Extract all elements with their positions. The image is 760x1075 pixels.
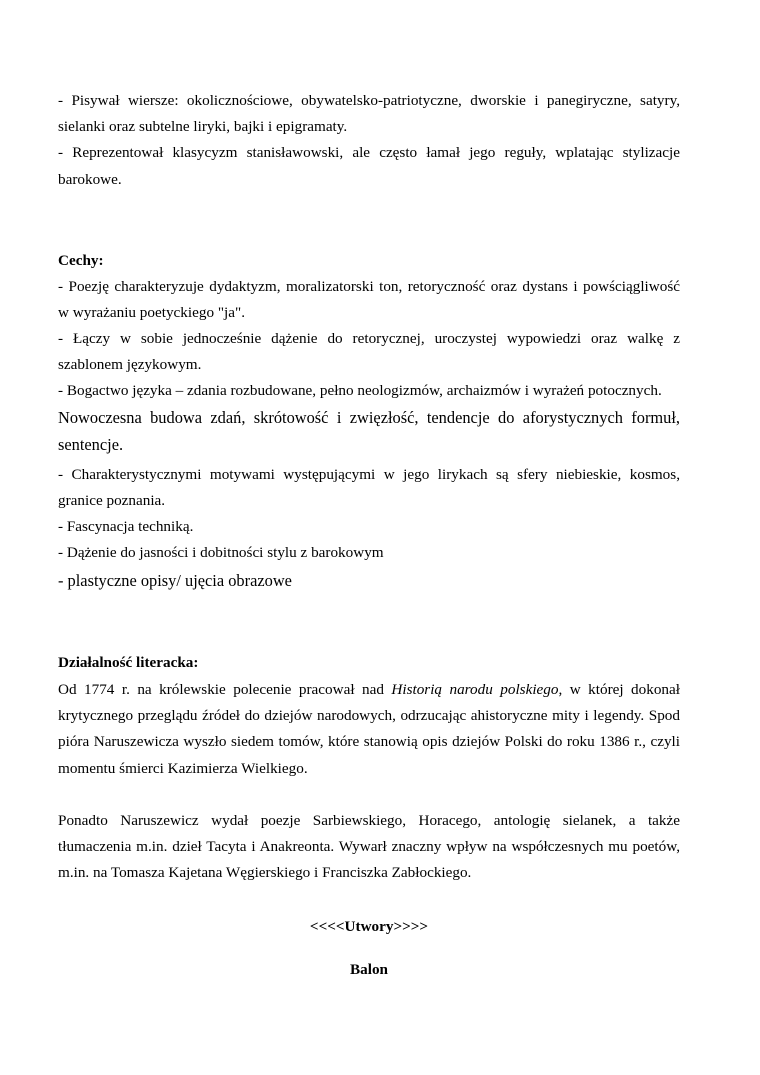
book-title: Historią narodu polskiego (391, 681, 559, 698)
paragraph-line (58, 677, 680, 703)
paragraph-line: barokowe. (58, 171, 122, 188)
paragraph-line: - plastyczne opisy/ ujęcia obrazowe (58, 571, 292, 590)
paragraph-line: m.in. na Tomasza Kajetana Węgierskiego i Franciszka Zabłockiego. (58, 864, 472, 881)
paragraph-line: pióra Naruszewicza wyszło siedem tomów, które stanowią opis dziejów Polski do roku 1386 r., czyli (58, 733, 680, 750)
paragraph-line: tłumaczenia m.in. dzieł Tacyta i Anakreonta. Wywarł znaczny wpływ na współczesnych mu poetów, (58, 838, 680, 855)
paragraph-line: momentu śmierci Kazimierza Wielkiego. (58, 760, 308, 777)
line-text: , w której dokonał (558, 681, 680, 698)
paragraph-line: krytycznego przeglądu źródeł do dziejów narodowych, odrzucając ahistoryczne mity i legendy. Spod (58, 707, 680, 724)
work-title: Balon (350, 961, 388, 978)
paragraph-line: - Bogactwo języka – zdania rozbudowane, pełno neologizmów, archaizmów i wyrażeń potocznych. (58, 382, 662, 399)
paragraph-line: - Charakterystycznymi motywami występującymi w jego lirykach są sfery niebieskie, kosmos, (58, 466, 680, 483)
paragraph-line: - Dążenie do jasności i dobitności stylu z barokowym (58, 544, 384, 561)
section-heading-works: <<<<Utwory>>>> (309, 918, 429, 935)
paragraph-line: - Fascynacja techniką. (58, 518, 194, 535)
paragraph-line: - Łączy w sobie jednocześnie dążenie do retorycznej, uroczystej wypowiedzi oraz walkę z (58, 330, 680, 347)
paragraph-line: sentencje. (58, 435, 124, 454)
paragraph-line: - Reprezentował klasycyzm stanisławowski, ale często łamał jego reguły, wplatając stylizacje (58, 144, 680, 161)
paragraph-line: sielanki oraz subtelne liryki, bajki i epigramaty. (58, 118, 348, 135)
paragraph-line: w wyrażaniu poetyckiego "ja". (58, 304, 245, 321)
paragraph-line: szablonem językowym. (58, 356, 202, 373)
paragraph-line: granice poznania. (58, 492, 166, 509)
paragraph-line: - Poezję charakteryzuje dydaktyzm, moralizatorski ton, retoryczność oraz dystans i powściągliwość (58, 278, 680, 295)
section-heading-features: Cechy: (58, 252, 104, 269)
section-heading-literary-activity: Działalność literacka: (58, 654, 199, 671)
line-text: Od 1774 r. na królewskie polecenie pracował nad (58, 681, 392, 698)
paragraph-line: - Pisywał wiersze: okolicznościowe, obywatelsko-patriotyczne, dworskie i panegiryczne, satyry, (58, 92, 680, 109)
paragraph-line: Nowoczesna budowa zdań, skrótowość i zwięzłość, tendencje do aforystycznych formuł, (58, 408, 680, 427)
paragraph-line: Ponadto Naruszewicz wydał poezje Sarbiewskiego, Horacego, antologię sielanek, a także (58, 812, 680, 829)
